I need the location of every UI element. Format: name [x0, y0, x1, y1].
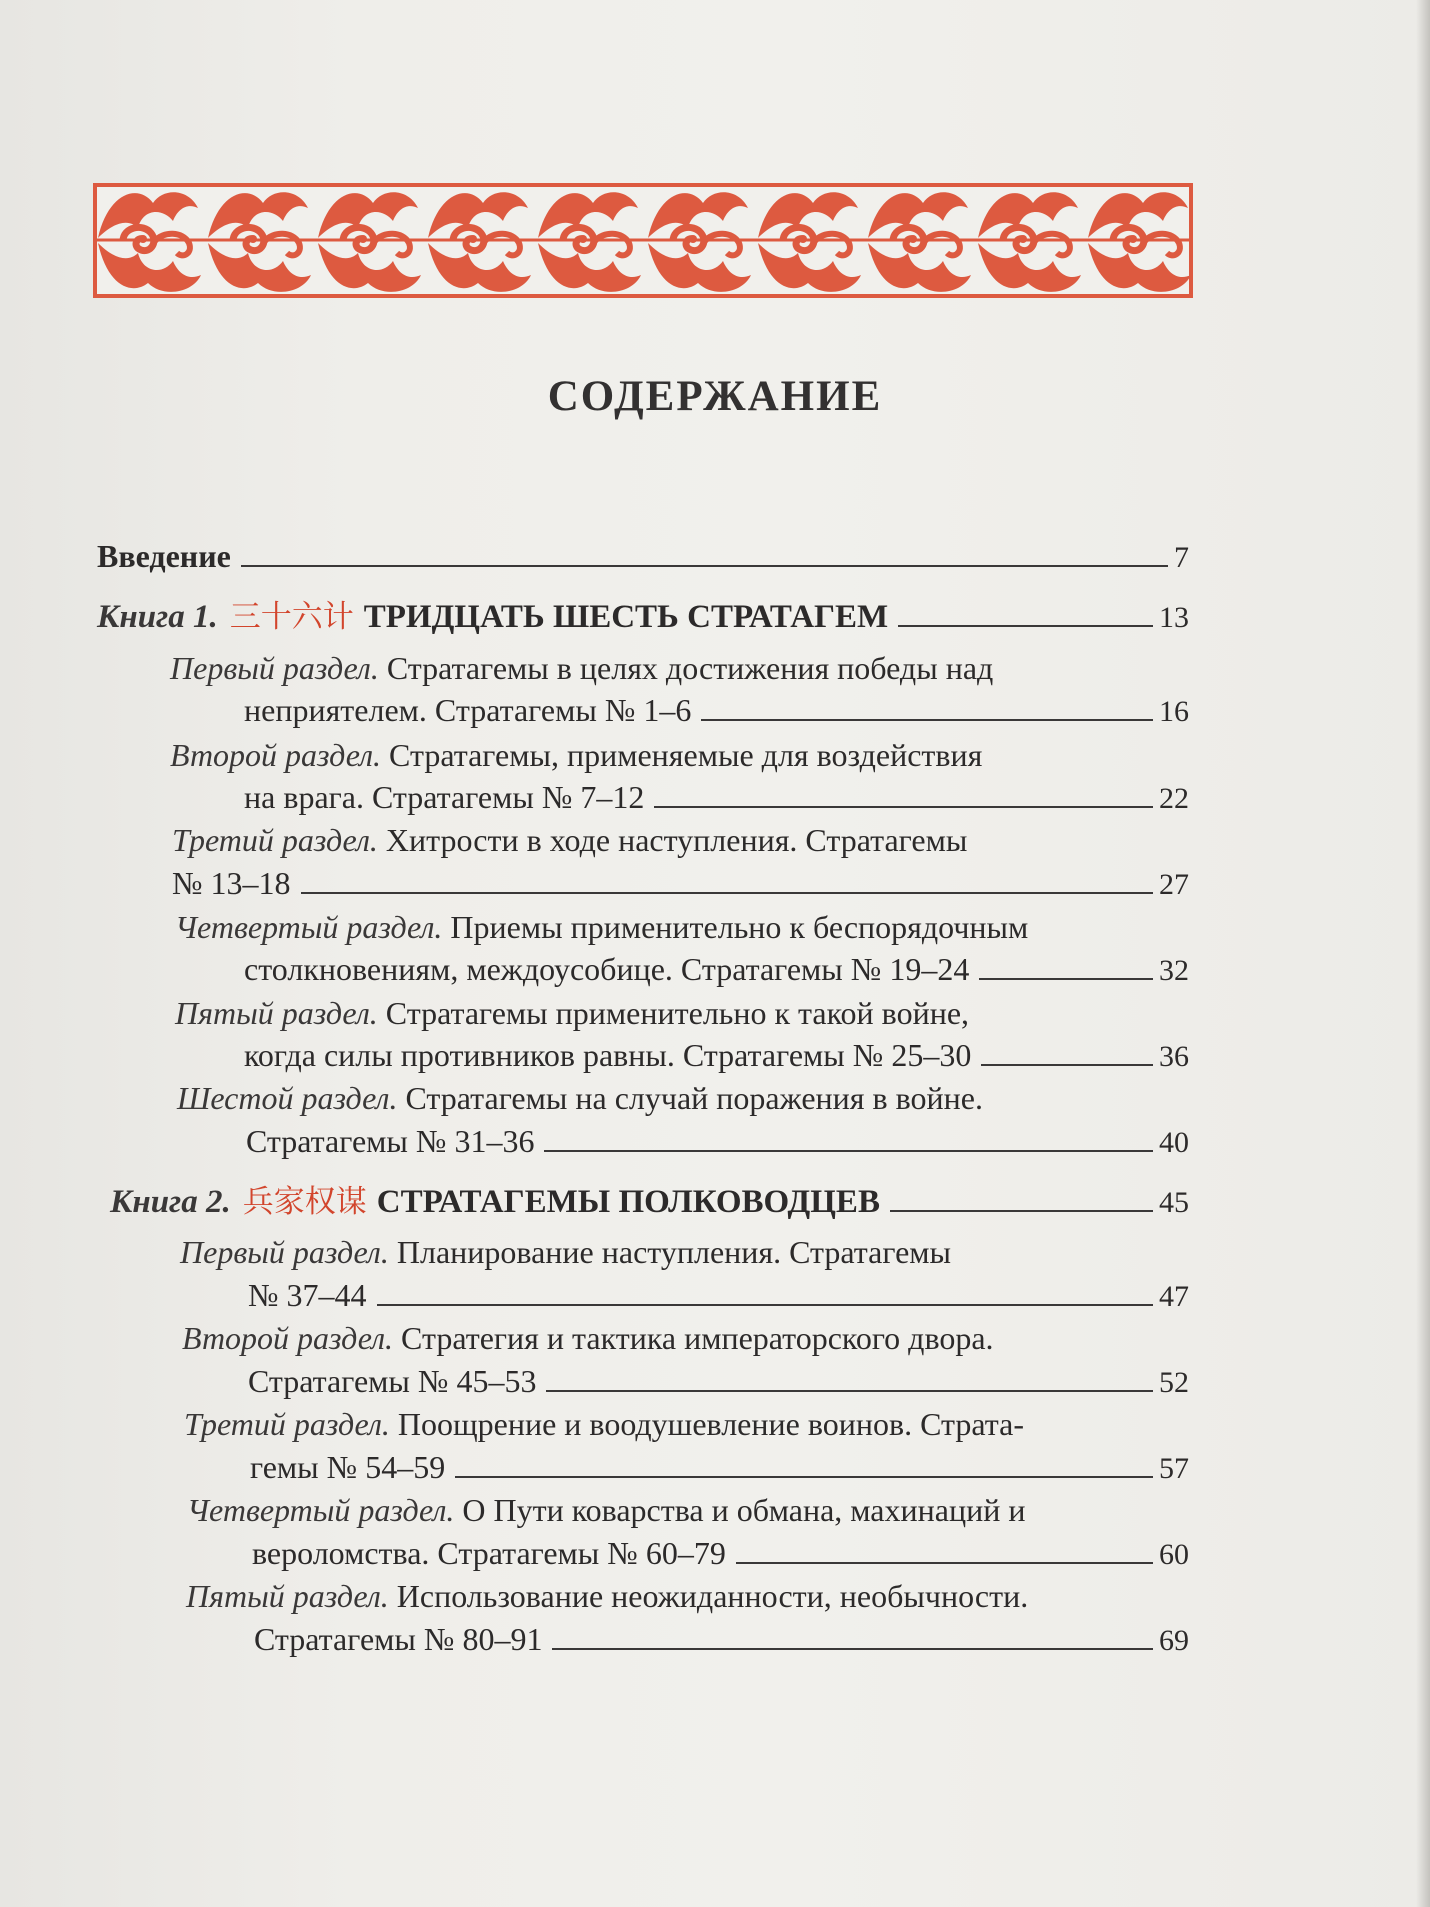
toc-entry-b2s5-line1[interactable] [186, 1576, 1028, 1616]
page-number: 27 [1159, 868, 1189, 901]
toc-entry-intro[interactable] [97, 536, 1189, 578]
page-number: 47 [1159, 1280, 1189, 1313]
leader-line [544, 1149, 1153, 1152]
leader-line [981, 1063, 1153, 1066]
leader-line [241, 564, 1168, 567]
section-text: Поощрение и воодушевление воинов. Страта- [397, 1406, 1024, 1442]
section-text: № 37–44 [248, 1277, 367, 1313]
section-text: Хитрости в ходе наступления. Стратагемы [385, 822, 968, 858]
section-label: Первый раздел. [170, 650, 379, 686]
section-text: О Пути коварства и обмана, махинаций и [462, 1492, 1026, 1528]
section-text: Стратагемы на случай поражения в войне. [405, 1080, 983, 1116]
section-text: Стратагемы № 31–36 [246, 1123, 535, 1159]
book-prefix: Книга 1. [97, 599, 218, 635]
toc-entry-b1s6-line2[interactable] [246, 1121, 1189, 1163]
section-text: вероломства. Стратагемы № 60–79 [252, 1535, 726, 1571]
section-label: Пятый раздел. [186, 1578, 389, 1614]
page-title: СОДЕРЖАНИЕ [547, 373, 883, 420]
leader-line [301, 891, 1153, 894]
section-text: Использование неожиданности, необычности. [396, 1578, 1029, 1614]
toc-entry-b2s1-line1[interactable] [180, 1232, 951, 1272]
page-number: 40 [1159, 1126, 1189, 1159]
section-text: Стратагемы № 80–91 [254, 1621, 543, 1657]
toc-entry-b2s5-line2[interactable] [254, 1619, 1189, 1661]
section-text: столкновениям, междоусобице. Стратагемы № 19–24 [244, 951, 970, 987]
section-text: Стратегия и тактика императорского двора. [401, 1320, 994, 1356]
toc-entry-b1s5-line2[interactable] [244, 1035, 1189, 1077]
leader-line [552, 1647, 1153, 1650]
toc-entry-b1s1-line1[interactable] [170, 648, 993, 688]
page-number: 22 [1159, 782, 1189, 815]
page-number: 16 [1159, 695, 1189, 728]
section-text: на врага. Стратагемы № 7–12 [244, 779, 645, 815]
page-number: 60 [1159, 1538, 1189, 1571]
leader-line [979, 977, 1153, 980]
page-number: 7 [1174, 541, 1189, 574]
toc-entry-book2[interactable] [110, 1182, 1189, 1223]
section-text: гемы № 54–59 [250, 1449, 446, 1485]
section-label: Второй раздел. [170, 737, 382, 773]
toc-entry-b1s2-line1[interactable] [170, 735, 982, 775]
toc-entry-b2s4-line1[interactable] [187, 1490, 1025, 1530]
toc-entry-b1s1-line2[interactable] [244, 690, 1189, 732]
leader-line [377, 1303, 1153, 1306]
leader-line [898, 624, 1153, 627]
page-number: 69 [1159, 1624, 1189, 1657]
section-label: Четвертый раздел. [187, 1492, 455, 1528]
leader-line [701, 718, 1153, 721]
page-number: 13 [1159, 601, 1189, 634]
section-text: № 13–18 [172, 865, 291, 901]
toc-entry-b1s6-line1[interactable] [177, 1078, 983, 1118]
leader-line [736, 1561, 1153, 1564]
toc-entry-b1s3-line1[interactable] [172, 820, 967, 860]
section-text: Стратагемы № 45–53 [248, 1363, 537, 1399]
section-label: Третий раздел. [184, 1406, 390, 1442]
section-label: Четвертый раздел. [175, 909, 443, 945]
toc-entry-b2s4-line2[interactable] [252, 1533, 1189, 1575]
book-prefix: Книга 2. [110, 1184, 231, 1220]
section-text: Стратагемы в целях достижения победы над [386, 650, 994, 686]
toc-entry-b1s5-line1[interactable] [175, 993, 969, 1033]
book-hanzi: 兵家权谋 [242, 1184, 367, 1220]
section-text: когда силы противников равны. Стратагемы № 25–30 [244, 1037, 972, 1073]
section-text: Приемы применительно к беспорядочным [450, 909, 1029, 945]
section-label: Шестой раздел. [177, 1080, 398, 1116]
toc-entry-b2s3-line1[interactable] [184, 1404, 1024, 1444]
page-number: 52 [1159, 1366, 1189, 1399]
section-label: Пятый раздел. [175, 995, 378, 1031]
section-text: Стратагемы применительно к такой войне, [385, 995, 970, 1031]
toc-entry-book1[interactable] [97, 597, 1189, 638]
floral-border-ornament-icon [93, 183, 1193, 298]
page-number: 36 [1159, 1040, 1189, 1073]
book-title: СТРАТАГЕМЫ ПОЛКОВОДЦЕВ [376, 1184, 880, 1220]
toc-entry-b1s4-line2[interactable] [244, 949, 1189, 991]
section-label: Первый раздел. [180, 1234, 389, 1270]
section-text: Планирование наступления. Стратагемы [396, 1234, 952, 1270]
leader-line [546, 1389, 1153, 1392]
toc-entry-b2s2-line1[interactable] [182, 1318, 994, 1358]
book-title: ТРИДЦАТЬ ШЕСТЬ СТРАТАГЕМ [363, 599, 889, 635]
toc-entry-b2s3-line2[interactable] [250, 1447, 1189, 1489]
section-text: неприятелем. Стратагемы № 1–6 [244, 692, 692, 728]
book-hanzi: 三十六计 [229, 599, 354, 635]
section-label: Второй раздел. [182, 1320, 394, 1356]
toc-entry-b1s2-line2[interactable] [244, 777, 1189, 819]
page-number: 57 [1159, 1452, 1189, 1485]
leader-line [654, 805, 1153, 808]
toc-entry-b1s3-line2[interactable] [172, 863, 1189, 905]
toc-entry-b2s2-line2[interactable] [248, 1361, 1189, 1403]
leader-line [455, 1475, 1153, 1478]
section-label: Третий раздел. [172, 822, 378, 858]
toc-entry-b2s1-line2[interactable] [248, 1275, 1189, 1317]
section-text: Стратагемы, применяемые для воздействия [389, 737, 983, 773]
page-number: 45 [1159, 1186, 1189, 1219]
leader-line [890, 1209, 1153, 1212]
page-number: 32 [1159, 954, 1189, 987]
page-edge-shadow [1416, 0, 1430, 1907]
toc-entry-b1s4-line1[interactable] [175, 907, 1028, 947]
entry-label: Введение [97, 538, 231, 574]
